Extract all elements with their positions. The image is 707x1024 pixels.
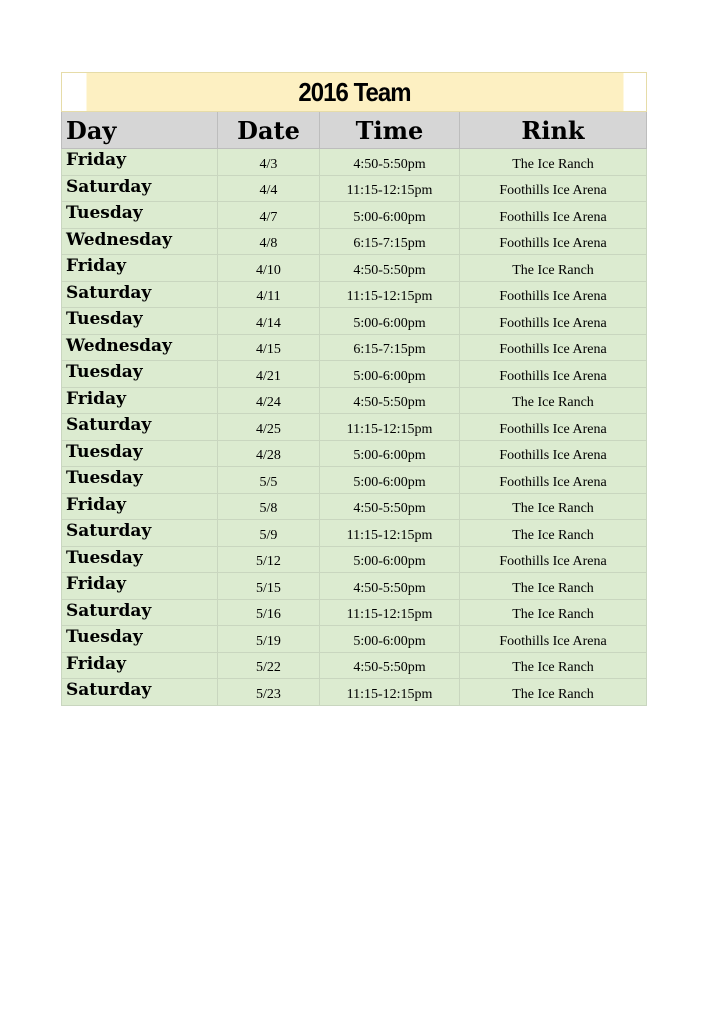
date-cell: 5/9 <box>218 520 320 547</box>
day-cell: Tuesday <box>62 361 218 388</box>
rink-cell: The Ice Ranch <box>460 599 647 626</box>
table-row <box>62 255 647 282</box>
date-cell: 5/12 <box>218 546 320 573</box>
day-cell: Saturday <box>62 175 218 202</box>
rink-cell: Foothills Ice Arena <box>460 202 647 229</box>
rink-cell: Foothills Ice Arena <box>460 281 647 308</box>
table-row <box>62 414 647 441</box>
day-cell: Saturday <box>62 281 218 308</box>
rink-cell: Foothills Ice Arena <box>460 308 647 335</box>
time-cell: 11:15-12:15pm <box>320 599 460 626</box>
schedule-body <box>62 149 647 706</box>
date-cell: 4/10 <box>218 255 320 282</box>
time-cell: 5:00-6:00pm <box>320 361 460 388</box>
date-cell: 5/16 <box>218 599 320 626</box>
rink-cell: Foothills Ice Arena <box>460 546 647 573</box>
rink-cell: The Ice Ranch <box>460 652 647 679</box>
time-cell: 6:15-7:15pm <box>320 228 460 255</box>
date-cell: 4/4 <box>218 175 320 202</box>
date-cell: 4/28 <box>218 440 320 467</box>
date-cell: 5/22 <box>218 652 320 679</box>
date-cell: 5/23 <box>218 679 320 706</box>
date-cell: 5/8 <box>218 493 320 520</box>
rink-cell: Foothills Ice Arena <box>460 361 647 388</box>
time-cell: 11:15-12:15pm <box>320 414 460 441</box>
time-cell: 4:50-5:50pm <box>320 493 460 520</box>
date-cell: 4/11 <box>218 281 320 308</box>
time-cell: 4:50-5:50pm <box>320 387 460 414</box>
rink-cell: The Ice Ranch <box>460 573 647 600</box>
column-header-day: Day <box>62 112 218 149</box>
date-cell: 4/8 <box>218 228 320 255</box>
day-cell: Wednesday <box>62 228 218 255</box>
date-cell: 4/15 <box>218 334 320 361</box>
day-cell: Friday <box>62 149 218 176</box>
day-cell: Friday <box>62 573 218 600</box>
date-cell: 4/21 <box>218 361 320 388</box>
rink-cell: Foothills Ice Arena <box>460 414 647 441</box>
day-cell: Friday <box>62 255 218 282</box>
table-row <box>62 387 647 414</box>
table-row <box>62 440 647 467</box>
time-cell: 5:00-6:00pm <box>320 546 460 573</box>
table-row <box>62 228 647 255</box>
date-cell: 4/24 <box>218 387 320 414</box>
time-cell: 5:00-6:00pm <box>320 202 460 229</box>
column-header-rink: Rink <box>460 112 647 149</box>
column-header-time: Time <box>320 112 460 149</box>
day-cell: Saturday <box>62 679 218 706</box>
time-cell: 11:15-12:15pm <box>320 175 460 202</box>
date-cell: 5/19 <box>218 626 320 653</box>
time-cell: 5:00-6:00pm <box>320 440 460 467</box>
time-cell: 5:00-6:00pm <box>320 308 460 335</box>
date-cell: 5/5 <box>218 467 320 494</box>
date-cell: 4/14 <box>218 308 320 335</box>
rink-cell: Foothills Ice Arena <box>460 175 647 202</box>
table-row <box>62 281 647 308</box>
rink-cell: The Ice Ranch <box>460 520 647 547</box>
day-cell: Tuesday <box>62 440 218 467</box>
table-row <box>62 652 647 679</box>
time-cell: 4:50-5:50pm <box>320 573 460 600</box>
title-row <box>62 73 647 112</box>
time-cell: 6:15-7:15pm <box>320 334 460 361</box>
time-cell: 4:50-5:50pm <box>320 149 460 176</box>
day-cell: Saturday <box>62 520 218 547</box>
table-row <box>62 175 647 202</box>
table-row <box>62 467 647 494</box>
rink-cell: Foothills Ice Arena <box>460 228 647 255</box>
table-row <box>62 520 647 547</box>
rink-cell: The Ice Ranch <box>460 679 647 706</box>
table-row <box>62 573 647 600</box>
day-cell: Friday <box>62 387 218 414</box>
day-cell: Friday <box>62 652 218 679</box>
date-cell: 5/15 <box>218 573 320 600</box>
rink-cell: Foothills Ice Arena <box>460 626 647 653</box>
time-cell: 5:00-6:00pm <box>320 467 460 494</box>
day-cell: Tuesday <box>62 546 218 573</box>
table-row <box>62 334 647 361</box>
schedule-table <box>61 72 647 706</box>
rink-cell: The Ice Ranch <box>460 149 647 176</box>
time-cell: 4:50-5:50pm <box>320 652 460 679</box>
table-row <box>62 493 647 520</box>
time-cell: 11:15-12:15pm <box>320 520 460 547</box>
day-cell: Saturday <box>62 599 218 626</box>
day-cell: Friday <box>62 493 218 520</box>
table-row <box>62 599 647 626</box>
rink-cell: Foothills Ice Arena <box>460 467 647 494</box>
day-cell: Tuesday <box>62 202 218 229</box>
table-row <box>62 361 647 388</box>
table-row <box>62 308 647 335</box>
header-row <box>62 112 647 149</box>
column-header-date: Date <box>218 112 320 149</box>
day-cell: Saturday <box>62 414 218 441</box>
table-row <box>62 626 647 653</box>
time-cell: 5:00-6:00pm <box>320 626 460 653</box>
time-cell: 11:15-12:15pm <box>320 679 460 706</box>
date-cell: 4/3 <box>218 149 320 176</box>
rink-cell: Foothills Ice Arena <box>460 334 647 361</box>
rink-cell: The Ice Ranch <box>460 255 647 282</box>
table-row <box>62 149 647 176</box>
rink-cell: The Ice Ranch <box>460 493 647 520</box>
table-row <box>62 202 647 229</box>
day-cell: Tuesday <box>62 467 218 494</box>
table-row <box>62 546 647 573</box>
rink-cell: Foothills Ice Arena <box>460 440 647 467</box>
day-cell: Wednesday <box>62 334 218 361</box>
time-cell: 4:50-5:50pm <box>320 255 460 282</box>
day-cell: Tuesday <box>62 626 218 653</box>
date-cell: 4/25 <box>218 414 320 441</box>
date-cell: 4/7 <box>218 202 320 229</box>
day-cell: Tuesday <box>62 308 218 335</box>
rink-cell: The Ice Ranch <box>460 387 647 414</box>
time-cell: 11:15-12:15pm <box>320 281 460 308</box>
table-title: 2016 Team <box>85 73 623 112</box>
table-row <box>62 679 647 706</box>
